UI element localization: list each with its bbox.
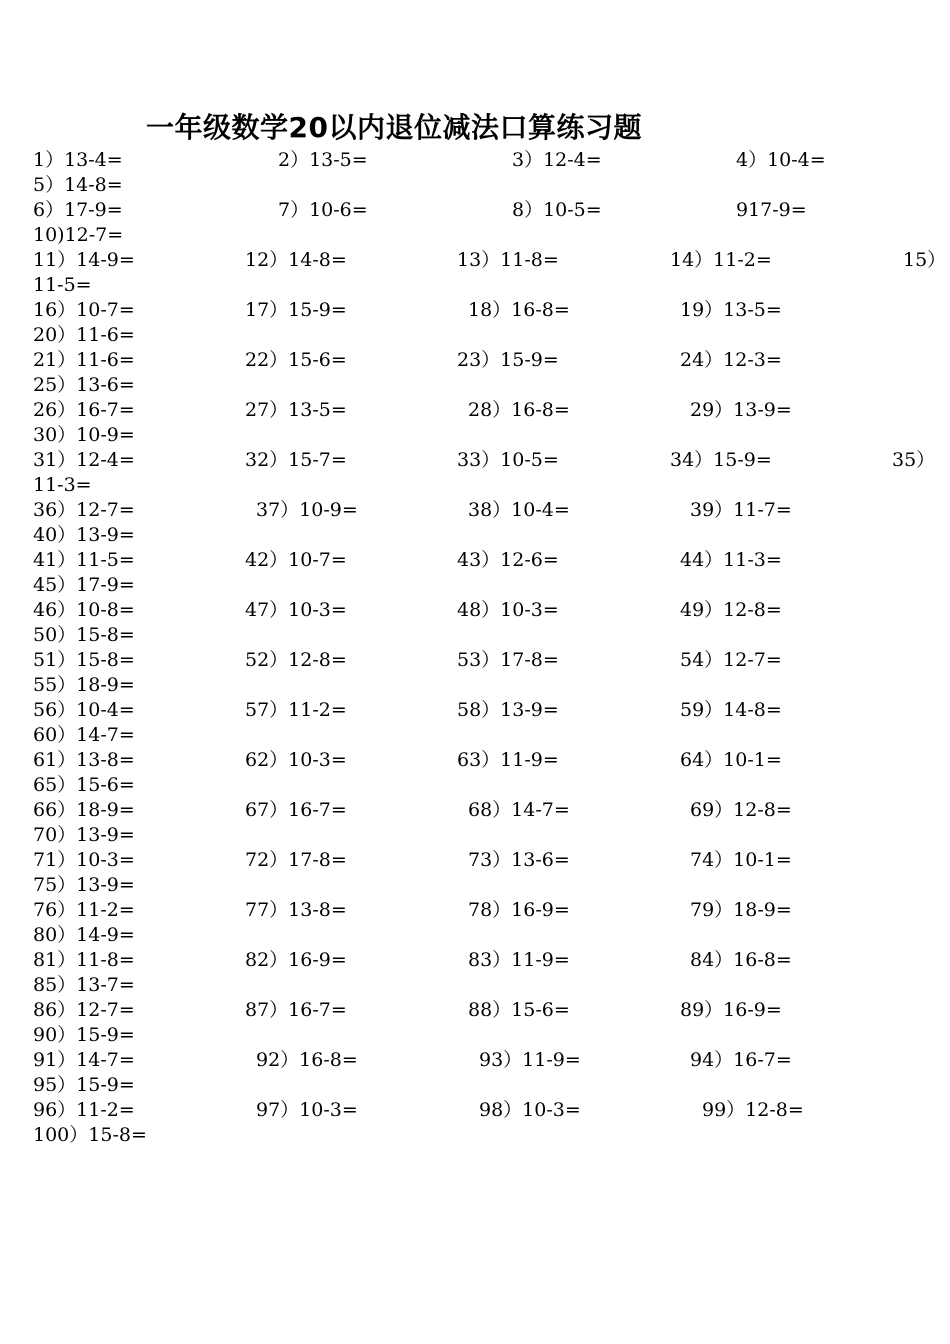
problem-item: 83）11-9= [468,949,570,971]
problem-item: 34）15-9= [670,449,772,471]
problem-item: 89）16-9= [680,999,782,1021]
problem-row [0,548,950,573]
problem-item: 15） [903,249,947,271]
problem-item: 54）12-7= [680,649,782,671]
problem-row [0,298,950,323]
problem-row [0,398,950,423]
problem-item: 68）14-7= [468,799,570,821]
problem-row [0,698,950,723]
problem-item: 29）13-9= [690,399,792,421]
problem-item: 2）13-5= [278,149,368,171]
problem-row [0,898,950,923]
problem-item: 96）11-2= [33,1099,135,1121]
problem-row [0,1123,950,1148]
problem-item: 74）10-1= [690,849,792,871]
problem-item: 1）13-4= [33,149,123,171]
problem-item: 10)12-7= [33,224,124,246]
problem-item: 12）14-8= [245,249,347,271]
problem-row [0,1048,950,1073]
problem-item: 31）12-4= [33,449,135,471]
problem-item: 81）11-8= [33,949,135,971]
problem-item: 84）16-8= [690,949,792,971]
problem-item: 75）13-9= [33,874,135,896]
problem-row [0,823,950,848]
problem-item: 90）15-9= [33,1024,135,1046]
problem-item: 62）10-3= [245,749,347,771]
problem-item: 65）15-6= [33,774,135,796]
problem-item: 24）12-3= [680,349,782,371]
problem-item: 52）12-8= [245,649,347,671]
problem-item: 57）11-2= [245,699,347,721]
problem-item: 38）10-4= [468,499,570,521]
problem-item: 87）16-7= [245,999,347,1021]
problem-item: 56）10-4= [33,699,135,721]
problem-item: 80）14-9= [33,924,135,946]
problem-row [0,173,950,198]
problem-row [0,223,950,248]
problem-row [0,148,950,173]
problem-item: 95）15-9= [33,1074,135,1096]
problem-row [0,748,950,773]
problem-item: 77）13-8= [245,899,347,921]
problem-row [0,373,950,398]
problem-row [0,648,950,673]
problem-item: 79）18-9= [690,899,792,921]
problem-item: 20）11-6= [33,324,135,346]
problem-item: 8）10-5= [512,199,602,221]
problem-item: 53）17-8= [457,649,559,671]
problem-item: 94）16-7= [690,1049,792,1071]
problem-item: 22）15-6= [245,349,347,371]
problem-row [0,623,950,648]
problem-item: 48）10-3= [457,599,559,621]
problem-item: 76）11-2= [33,899,135,921]
problem-item: 47）10-3= [245,599,347,621]
problem-item: 51）15-8= [33,649,135,671]
problem-row [0,1023,950,1048]
problem-item: 11-5= [33,274,92,296]
problem-item: 35） [892,449,936,471]
page-title: 一年级数学20以内退位减法口算练习题 [146,111,642,144]
problem-row [0,498,950,523]
problem-item: 40）13-9= [33,524,135,546]
problem-item: 44）11-3= [680,549,782,571]
problem-item: 59）14-8= [680,699,782,721]
problem-item: 25）13-6= [33,374,135,396]
problem-item: 64）10-1= [680,749,782,771]
problem-row [0,1073,950,1098]
problem-item: 33）10-5= [457,449,559,471]
problem-item: 85）13-7= [33,974,135,996]
problem-row [0,723,950,748]
problem-item: 72）17-8= [245,849,347,871]
problem-item: 78）16-9= [468,899,570,921]
problem-item: 100）15-8= [33,1124,147,1146]
problem-row [0,973,950,998]
problem-item: 37）10-9= [256,499,358,521]
problem-row [0,523,950,548]
problem-item: 17）15-9= [245,299,347,321]
problem-item: 11）14-9= [33,249,135,271]
problem-item: 66）18-9= [33,799,135,821]
problem-item: 98）10-3= [479,1099,581,1121]
problem-row [0,198,950,223]
problem-item: 4）10-4= [736,149,826,171]
problem-item: 92）16-8= [256,1049,358,1071]
problem-row [0,348,950,373]
problem-row [0,673,950,698]
problem-row [0,998,950,1023]
problem-item: 82）16-9= [245,949,347,971]
problem-item: 46）10-8= [33,599,135,621]
problem-row [0,423,950,448]
problem-row [0,848,950,873]
problem-item: 97）10-3= [256,1099,358,1121]
problem-item: 18）16-8= [468,299,570,321]
problem-item: 5）14-8= [33,174,123,196]
problem-row [0,273,950,298]
problem-item: 13）11-8= [457,249,559,271]
problem-item: 99）12-8= [702,1099,804,1121]
problem-row [0,1098,950,1123]
problem-item: 55）18-9= [33,674,135,696]
problem-row [0,773,950,798]
problem-item: 43）12-6= [457,549,559,571]
problem-item: 63）11-9= [457,749,559,771]
problem-row [0,448,950,473]
problem-item: 16）10-7= [33,299,135,321]
problem-item: 32）15-7= [245,449,347,471]
problem-row [0,948,950,973]
problem-row [0,473,950,498]
problem-item: 36）12-7= [33,499,135,521]
problem-item: 3）12-4= [512,149,602,171]
problem-row [0,573,950,598]
problem-item: 67）16-7= [245,799,347,821]
problem-item: 49）12-8= [680,599,782,621]
problem-item: 45）17-9= [33,574,135,596]
problem-item: 26）16-7= [33,399,135,421]
problem-item: 58）13-9= [457,699,559,721]
problem-item: 70）13-9= [33,824,135,846]
problem-item: 73）13-6= [468,849,570,871]
problem-item: 50）15-8= [33,624,135,646]
problem-item: 30）10-9= [33,424,135,446]
problem-row [0,323,950,348]
exercise-sheet [0,148,950,1148]
problem-item: 21）11-6= [33,349,135,371]
problem-item: 69）12-8= [690,799,792,821]
problem-row [0,873,950,898]
problem-item: 19）13-5= [680,299,782,321]
problem-item: 6）17-9= [33,199,123,221]
problem-row [0,248,950,273]
problem-item: 917-9= [736,199,807,221]
problem-item: 88）15-6= [468,999,570,1021]
problem-row [0,923,950,948]
problem-item: 93）11-9= [479,1049,581,1071]
problem-row [0,598,950,623]
problem-item: 7）10-6= [278,199,368,221]
problem-item: 91）14-7= [33,1049,135,1071]
problem-item: 71）10-3= [33,849,135,871]
problem-item: 86）12-7= [33,999,135,1021]
problem-row [0,798,950,823]
problem-item: 27）13-5= [245,399,347,421]
problem-item: 11-3= [33,474,92,496]
problem-item: 14）11-2= [670,249,772,271]
problem-item: 42）10-7= [245,549,347,571]
problem-item: 41）11-5= [33,549,135,571]
problem-item: 23）15-9= [457,349,559,371]
problem-item: 39）11-7= [690,499,792,521]
problem-item: 28）16-8= [468,399,570,421]
problem-item: 61）13-8= [33,749,135,771]
problem-item: 60）14-7= [33,724,135,746]
